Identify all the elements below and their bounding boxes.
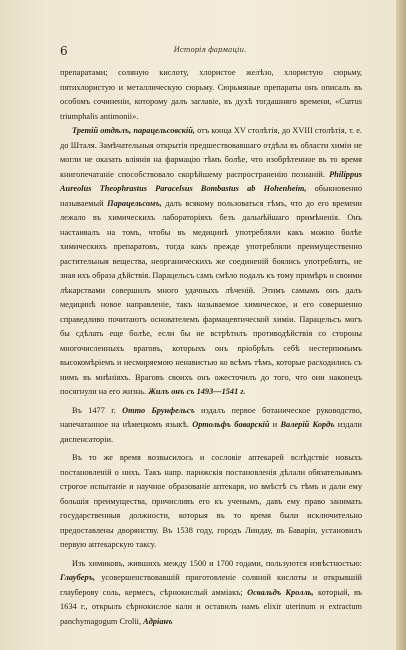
text-run: издали диспенсаторiи.: [60, 420, 363, 444]
body-text: [60, 66, 362, 629]
text-run: обыкновенно называемый: [60, 184, 362, 208]
emphasized-text: Жилъ онъ съ 1493—1541 г.: [148, 387, 246, 396]
text-run: препаратами; соляную кислоту, хлористое желѣзо, хлористую сюрьму, пятихлористую и металлическую сюрьму. Сюрьмяные препараты онъ описалъ въ особомъ сочиненiи, которому далъ заглавiе, въ духѣ тогдашняго времени, «Currus triumphalis antimonii».: [60, 68, 362, 121]
emphasized-text: Philippus Aureolus Theophrastus Paracelsus Bombastus ab Hohenheim,: [60, 169, 362, 193]
text-run: далъ всякому пользоваться тѣмъ, что до его времени лежало въ химическихъ лабораторiяхъ безъ дальнѣйшаго примѣненiя. Онъ настаивалъ на томъ, чтобы въ медицинѣ употребляли какъ можно болѣе химическихъ препаратовъ, тогда какъ прежде употребляли преимущественно растительныя вещества, неорганическихъ же соединенiй боялись употреблять, не зная ихъ образа дѣйствiя. Парацельсъ самъ смѣло подалъ къ тому примѣръ и своими лѣкарствами совершилъ много удачныхъ лѣченiй. Этимъ самымъ онъ далъ медицинѣ новое направленiе, такъ называемое химическое, и его совершенно справедливо почитаютъ основателемъ фармацевтической химiи. Парацельсъ могъ бы сдѣлать еще болѣе, если бы не встрѣтилъ противодѣйствiя со стороны многочисленныхъ враговъ, которыхъ онъ прiобрѣлъ себѣ нестерпимымъ высокомѣрiемъ и несмиряемою ненавистью ко всѣмъ тѣмъ, которые расходились съ нимъ въ мнѣнiяхъ. Враговъ своихъ онъ ожесточилъ до того, что они наконецъ посягнули на его жизнь.: [60, 198, 362, 396]
emphasized-text: Валерiй Кордъ: [280, 420, 335, 429]
paragraph: [60, 404, 362, 448]
paragraph: [60, 124, 362, 400]
text-run: и: [269, 420, 281, 429]
page-number: 6: [60, 44, 68, 58]
paragraph: [60, 66, 362, 124]
paragraph: [60, 557, 362, 630]
emphasized-text: Парацельсомъ,: [107, 198, 162, 208]
emphasized-text: Ортольфъ баварскiй: [192, 420, 270, 429]
text-run: Въ 1477 г.: [72, 405, 123, 415]
running-head: Исторiя фармацiи.: [173, 46, 247, 54]
page-header: [60, 44, 360, 60]
text-run: Въ то же время возвысилось и сословiе аптекарей вслѣдствiе новыхъ постановленiй о нихъ. Такъ напр. парижскiя постановленiя дѣлали обязательнымъ строгое испытанiе и научное образованiе аптекаря, но вмѣстѣ съ тѣмъ и дали ему большiя преимущества, причисливъ его къ ученымъ, давъ ему право занимать государственныя должности, которыя въ то время были исключительно предоставлены дворянству. Въ 1538 году, городъ Линдау, въ Баварiи, установилъ первую аптекарскую таксу.: [60, 453, 362, 549]
text-run: усовершенствовавшiй приготовленiе соляной кислоты и открывшiй глауберову соль, кермесъ, сѣрнокислый аммiакъ;: [60, 573, 362, 597]
emphasized-text: Освальдъ Кролль,: [247, 587, 314, 597]
paragraph: [60, 451, 362, 553]
text-run: Изъ химиковъ, жившихъ между 1500 и 1700 годами, пользуются извѣстностью:: [72, 558, 362, 568]
emphasized-text: Отто Брунфельсъ: [122, 405, 195, 415]
text-run: который, въ 1634 г., открылъ сѣрнокислое кали и оставилъ намъ elixir uterinum и extractum panchymagogum Crolii,: [60, 587, 362, 626]
emphasized-text: Глауберъ,: [60, 573, 96, 582]
text-run: издалъ первое ботаническое руководство, напечатанное на нѣмецкомъ языкѣ.: [60, 405, 362, 429]
emphasized-text: Третiй отдѣлъ, парацельсовскiй,: [72, 126, 195, 135]
text-run: отъ конца XV столѣтiя, до XVIII столѣтiя, т. е. до Шталя. Замѣчательныя открытiя предшествовавшаго отдѣла въ области химiи не могли не оказать влiянiя на фармацiю тѣмъ болѣе, что изобрѣтенное въ то время книгопечатанiе способствовало скорѣйшему распространенiю познанiй.: [60, 126, 362, 179]
page-gutter-shadow: [396, 0, 406, 650]
emphasized-text: Адрiанъ: [143, 616, 173, 626]
